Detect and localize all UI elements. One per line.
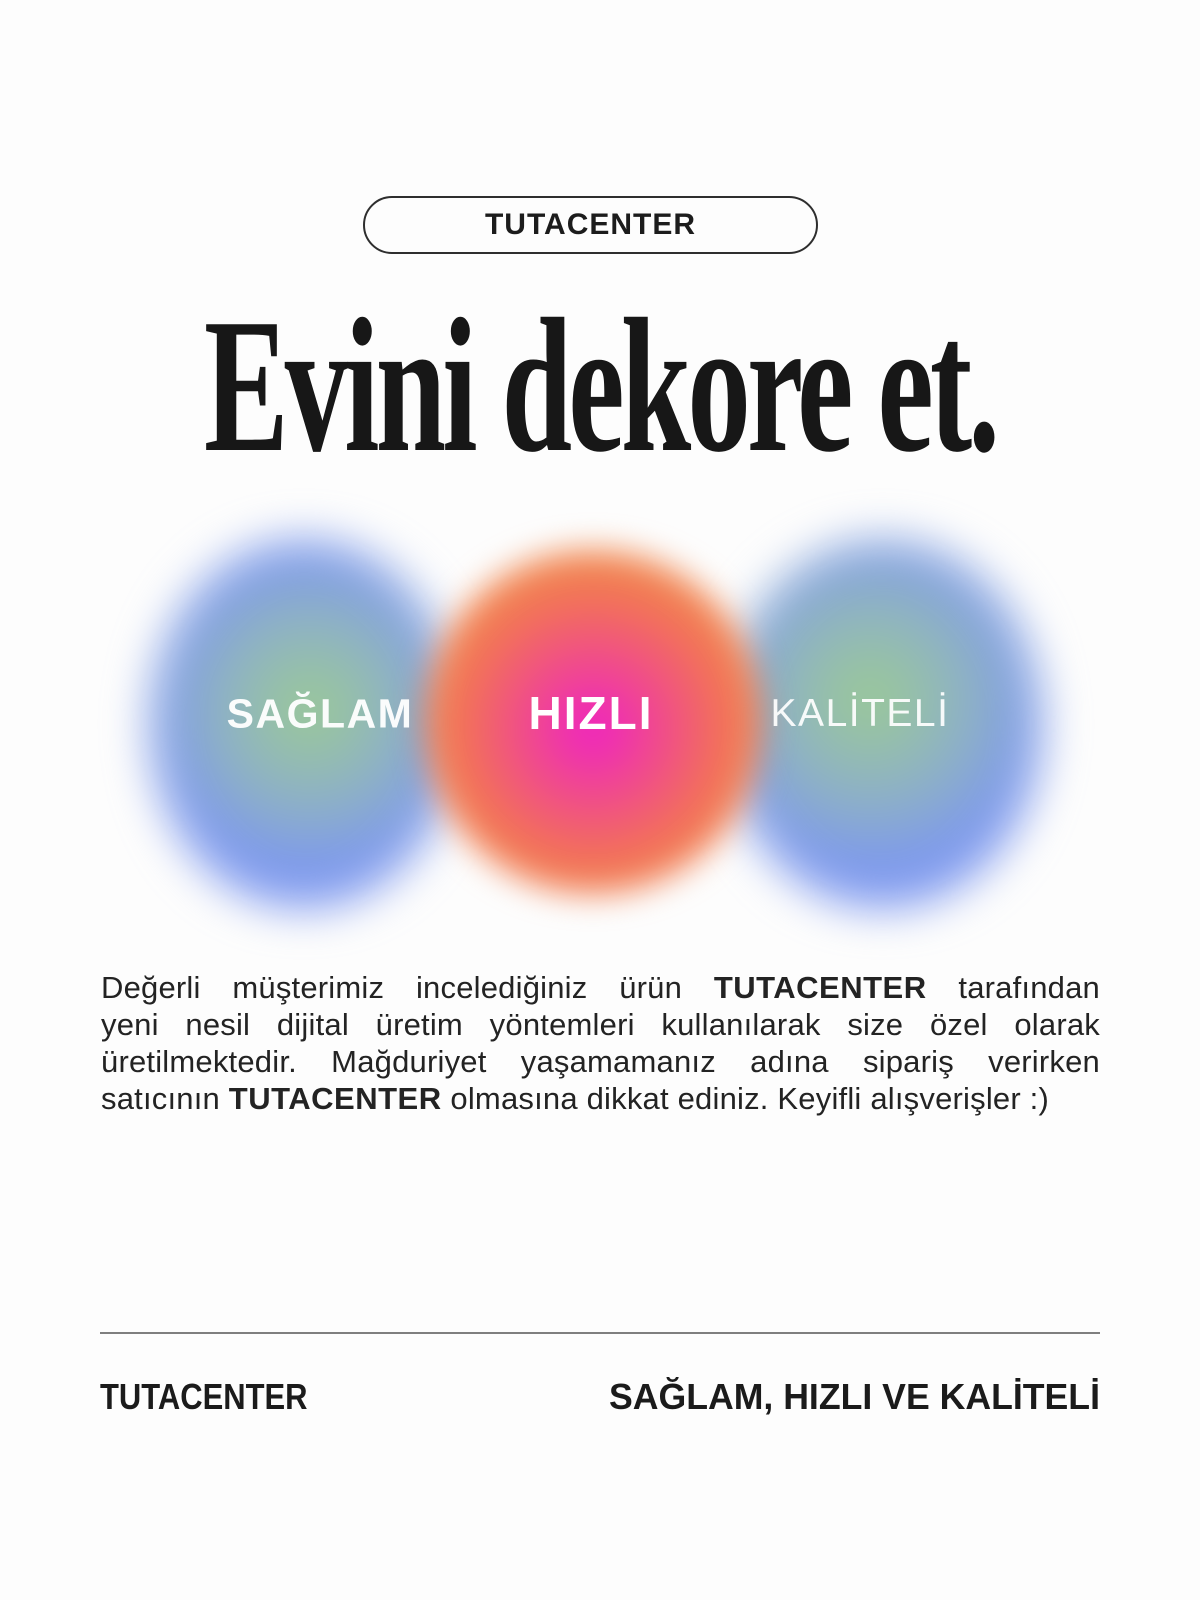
paragraph-line [101, 1006, 1100, 1043]
footer-brand: TUTACENTER [100, 1376, 308, 1417]
paragraph-text: satıcının [101, 1081, 229, 1116]
paragraph-text: üretilmektedir. Mağduriyet yaşamamanız adına sipariş verirken [101, 1044, 1100, 1079]
brand-badge-label: TUTACENTER [484, 208, 697, 241]
feature-label-saglam: SAĞLAM [226, 690, 414, 737]
paragraph-text: tarafından [926, 970, 1100, 1005]
paragraph-text: yeni nesil dijital üretim yöntemleri kullanılarak size özel olarak [101, 1007, 1100, 1042]
paragraph-line [101, 1043, 1100, 1080]
feature-label-kaliteli: KALİTELİ [770, 692, 950, 735]
brand-emphasis: TUTACENTER [713, 970, 927, 1005]
paragraph-text: olmasına dikkat ediniz. Keyifli alışverişler :) [441, 1081, 1050, 1116]
description-paragraph [101, 969, 1100, 1117]
footer-tagline: SAĞLAM, HIZLI VE KALİTELİ [608, 1376, 1100, 1417]
feature-label-hizli: HIZLI [528, 687, 654, 739]
footer [100, 1376, 1100, 1417]
paragraph-text: Değerli müşterimiz incelediğiniz ürün [101, 970, 714, 1005]
paragraph-line [101, 969, 1100, 1006]
page-title: Evini dekore et. [203, 279, 997, 492]
footer-divider [100, 1332, 1100, 1334]
paragraph-line [101, 1080, 1100, 1117]
brand-emphasis: TUTACENTER [228, 1081, 442, 1116]
